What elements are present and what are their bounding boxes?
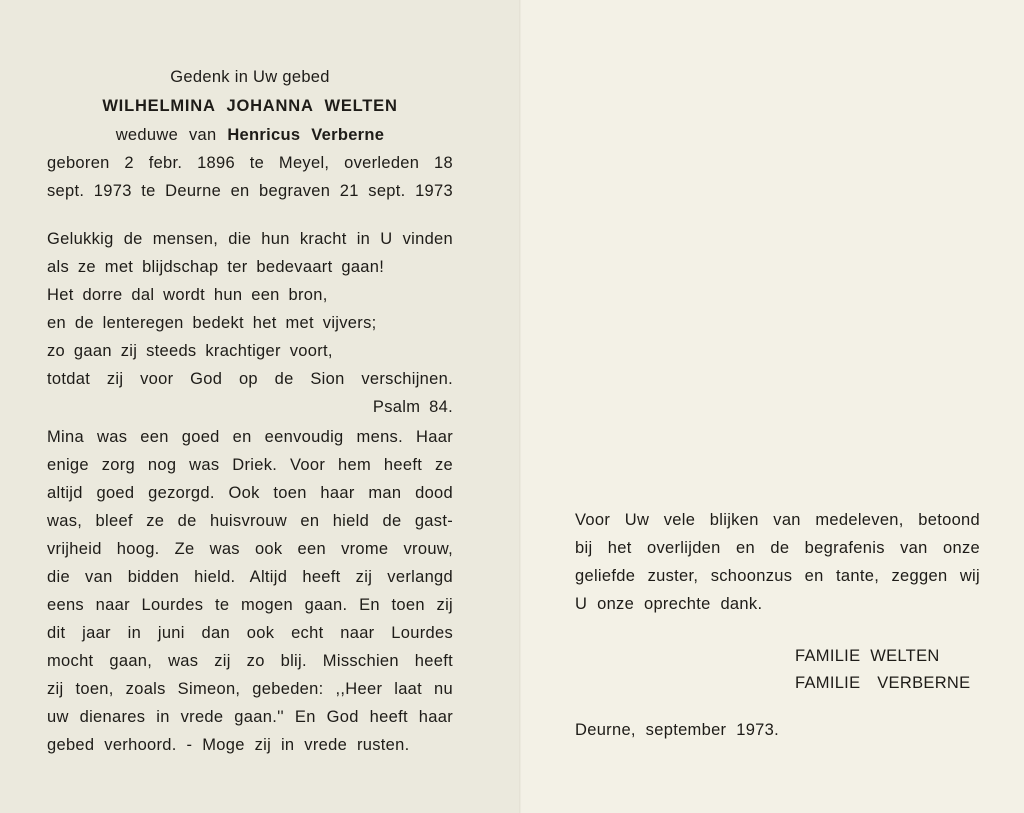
bio-line: gebed verhoord. - Moge zij in vrede rusten.: [47, 736, 410, 754]
bio-line: uw dienares in vrede gaan.'' En God heeft haar: [47, 708, 453, 726]
place-date: Deurne, september 1973.: [575, 721, 780, 739]
psalm-reference: Psalm 84.: [372, 398, 453, 416]
dates-line: geboren 2 febr. 1896 te Meyel, overleden 18: [47, 154, 453, 172]
bio-line: dit jaar in juni dan ook echt naar Lourdes: [47, 624, 453, 642]
widow-line: [47, 125, 453, 145]
thanks-line: Voor Uw vele blijken van medeleven, betoond: [575, 511, 980, 529]
psalm-line: als ze met blijdschap ter bedevaart gaan!: [47, 258, 385, 276]
bio-line: mocht gaan, was zij zo blij. Misschien heeft: [47, 652, 453, 670]
thanks-line: bij het overlijden en de begrafenis van onze: [575, 539, 980, 557]
psalm-line: Het dorre dal wordt hun een bron,: [47, 286, 328, 304]
card-fold: [519, 0, 522, 813]
bio-line: zij toen, zoals Simeon, gebeden: ,,Heer laat nu: [47, 680, 453, 698]
psalm-line: zo gaan zij steeds krachtiger voort,: [47, 342, 333, 360]
deceased-name: WILHELMINA JOHANNA WELTEN: [102, 97, 398, 115]
bio-line: was, bleef ze de huisvrouw en hield de gast-: [47, 512, 453, 530]
husband-name: Henricus Verberne: [227, 126, 385, 144]
bio-line: vrijheid hoog. Ze was ook een vrome vrouw,: [47, 540, 453, 558]
psalm-line: totdat zij voor God op de Sion verschijnen.: [47, 370, 453, 388]
thanks-line: geliefde zuster, schoonzus en tante, zeggen wij: [575, 567, 980, 585]
bio-line: altijd goed gezorgd. Ook toen haar man dood: [47, 484, 453, 502]
thanks-line: U onze oprechte dank.: [575, 595, 763, 613]
bio-line: enige zorg nog was Driek. Voor hem heeft ze: [47, 456, 453, 474]
signature-verberne: FAMILIE VERBERNE: [795, 674, 971, 692]
widow-prefix: weduwe van: [115, 126, 217, 144]
bio-line: eens naar Lourdes te mogen gaan. En toen zij: [47, 596, 453, 614]
psalm-line: en de lenteregen bedekt het met vijvers;: [47, 314, 377, 332]
psalm-line: Gelukkig de mensen, die hun kracht in U vinden: [47, 230, 453, 248]
intro-text: Gedenk in Uw gebed: [170, 68, 330, 86]
signature-welten: FAMILIE WELTEN: [795, 647, 940, 665]
dates-line: sept. 1973 te Deurne en begraven 21 sept. 1973: [47, 182, 453, 200]
bio-line: die van bidden hield. Altijd heeft zij verlangd: [47, 568, 453, 586]
bio-line: Mina was een goed en eenvoudig mens. Haar: [47, 428, 453, 446]
